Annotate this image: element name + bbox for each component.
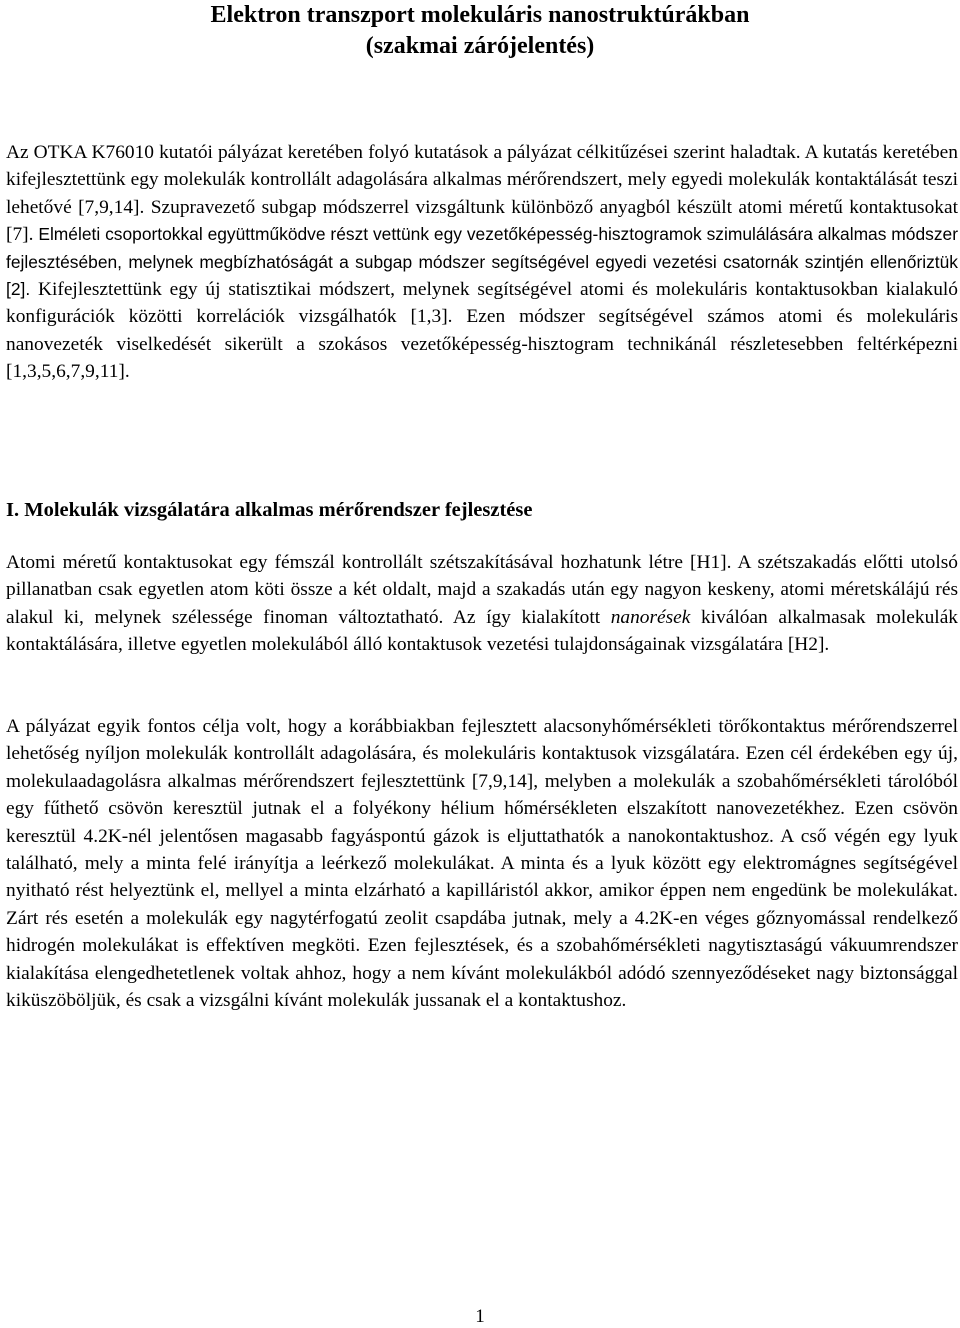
title-line-main: Elektron transzport molekuláris nanostruktúrákban bbox=[210, 2, 750, 28]
section-paragraph-2: A pályázat egyik fontos célja volt, hogy a korábbiakban fejlesztett alacsonyhőmérsékleti törőkontaktus mérőrendszerrel lehetőség nyíljon molekulák kontrollált adagolására, és molekuláris kontaktusok vizsgálatára. Ezen cél érdekében egy új, molekulaadagolásra alkalmas mérőrendszert fejlesztettünk [7,9,14], melyben a molekulák a szobahőmérsékleti tárolóból egy fűthető csövön keresztül jutnak el a folyékony hélium hőmérsékleten elszakított nanovezetékhez. Ezen csövön keresztül 4.2K-nél jelentősen magasabb fagyáspontú gázok is eljuttathatók a nanokontaktushoz. A cső végén egy lyuk található, mely a minta felé irányítja a leérkező molekulákat. A minta és a lyuk között egy elektromágnes segítségével nyitható rést helyeztünk el, mellyel a minta elzárható a kapilláristól akkor, amikor éppen nem engedünk be molekulákat. Zárt rés esetén a molekulák egy nagytérfogatú zeolit csapdába jutnak, mely a 4.2K-en véges gőznyomással rendelkező hidrogén molekulákat is effektíven megköti. Ezen fejlesztések, és a szobahőmérsékleti nagytisztaságú vákuumrendszer kialakítása elengedhetetlenek voltak ahhoz, hogy a nem kívánt molekulákból adódó szennyeződéseket nagy biztonsággal kiküszöböljük, és csak a vizsgálni kívánt molekulák jussanak el a kontaktushoz. bbox=[6, 716, 958, 1012]
intro-text-part4: Kifejlesztettünk egy új statisztikai módszert, melynek segítségével atomi és molekuláris kontaktusokban kialakuló konfigurációk közötti korrelációk vizsgálhatók [1,3]. Ezen módszer segítségével számos atomi és molekuláris nanovezeték viselkedését sikerült a szokásos vezetőképesség-hisztogram technikánál részletesebben feltérképezni [1,3,5,6,7,9,11]. bbox=[6, 279, 958, 383]
para1-italic-term: nanorések bbox=[610, 606, 691, 628]
document-title bbox=[0, 0, 960, 62]
intro-text-part3: Elméleti csoportokkal együttműködve részt vettünk egy vezetőképesség-hisztogramok szimulálására alkalmas módszer fejlesztésében, melynek megbízhatóságát a subgap módszer segítségével egyedi vezetési csatornák szintjén ellenőriztük [2]. bbox=[6, 224, 958, 300]
para1-text-before: Atomi méretű kontaktusokat egy fémszál kontrollált szétszakításával hozhatunk létre [H1]. A szétszakadás előtti utolsó pillanatban csak egyetlen atom köti össze a két oldalt, majd a szakadás után egy nagyon keskeny, atomi méretskálájú rés alakul ki, melynek szélessége finoman változtatható. Az így kialakított bbox=[6, 552, 958, 628]
intro-paragraph bbox=[6, 139, 958, 386]
section-heading: I. Molekulák vizsgálatára alkalmas mérőrendszer fejlesztése bbox=[6, 499, 533, 521]
section-paragraph-1 bbox=[6, 549, 958, 659]
title-line-subtitle: (szakmai zárójelentés) bbox=[365, 33, 595, 59]
intro-text-part2: A kutatás keretében kifejlesztettünk egy molekulák kontrollált adagolására alkalmas mérőrendszert, mely egyedi molekulák kontaktálását teszi lehetővé [7,9,14]. Szupravezető subgap módszerrel vizsgáltunk különböző anyagból készült atomi méretű kontaktusokat [7]. bbox=[6, 142, 958, 246]
para1-text-after: kiválóan alkalmasak molekulák kontaktálására, illetve egyetlen molekulából álló kontaktusok vezetési tulajdonságainak vizsgálatára [H2]. bbox=[6, 606, 958, 656]
intro-text-part1: Az OTKA K76010 kutatói pályázat keretében folyó kutatások a pályázat célkitűzései szerint haladtak. bbox=[6, 142, 805, 163]
page-number: 1 bbox=[475, 1306, 485, 1327]
